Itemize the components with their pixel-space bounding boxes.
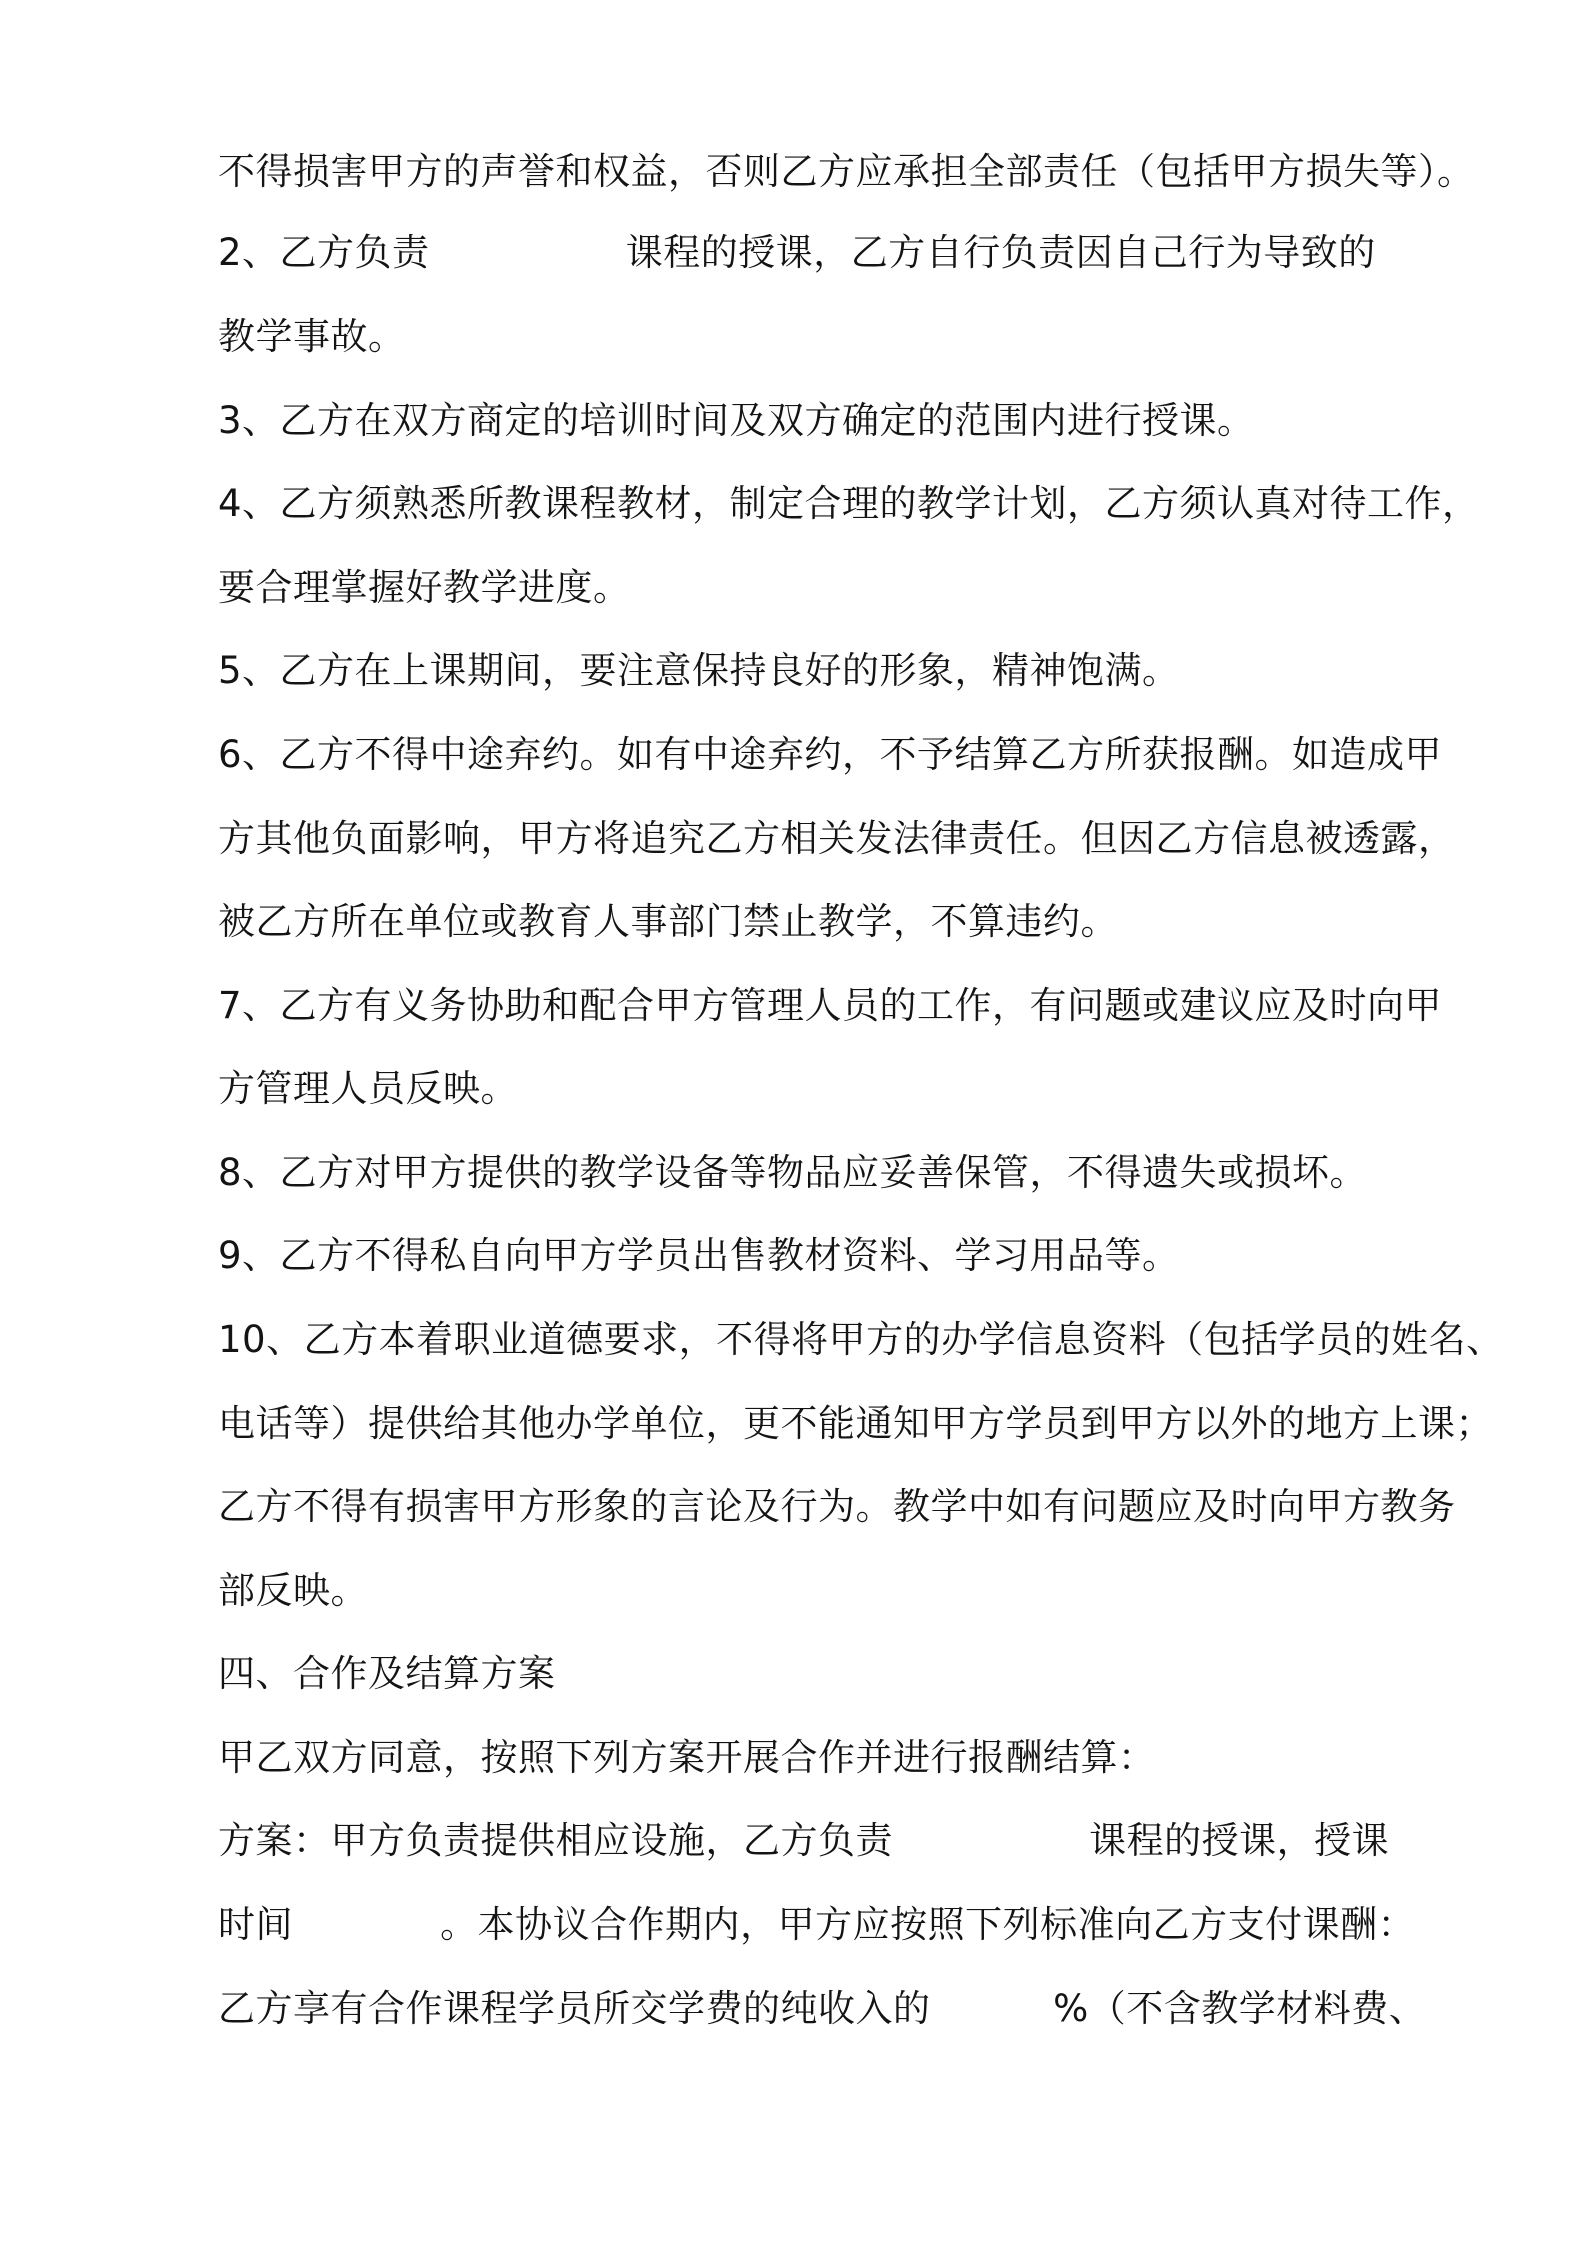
text-line-16: 电话等）提供给其他办学单位，更不能通知甲方学员到甲方以外的地方上课； (218, 1402, 1493, 1445)
text-line-20: 甲乙双方同意，按照下列方案开展合作并进行报酬结算： (218, 1736, 1156, 1779)
text-line-2: 2、乙方负责 课程的授课，乙方自行负责因自己行为导致的 (218, 231, 1376, 274)
text-line-23: 乙方享有合作课程学员所交学费的纯收入的 %（不含教学材料费、 (218, 1987, 1427, 2030)
text-line-12: 方管理人员反映。 (218, 1067, 518, 1110)
text-line-17: 乙方不得有损害甲方形象的言论及行为。教学中如有问题应及时向甲方教务 (218, 1485, 1456, 1528)
text-line-5: 4、乙方须熟悉所教课程教材，制定合理的教学计划，乙方须认真对待工作， (218, 482, 1480, 525)
text-line-11: 7、乙方有义务协助和配合甲方管理人员的工作，有问题或建议应及时向甲 (218, 984, 1443, 1027)
text-line-8: 6、乙方不得中途弃约。如有中途弃约，不予结算乙方所获报酬。如造成甲 (218, 733, 1443, 776)
text-line-10: 被乙方所在单位或教育人事部门禁止教学，不算违约。 (218, 900, 1118, 943)
section-heading: 四、合作及结算方案 (218, 1652, 556, 1695)
text-line-15: 10、乙方本着职业道德要求，不得将甲方的办学信息资料（包括学员的姓名、 (218, 1318, 1504, 1361)
text-line-6: 要合理掌握好教学进度。 (218, 566, 631, 609)
text-line-13: 8、乙方对甲方提供的教学设备等物品应妥善保管，不得遗失或损坏。 (218, 1151, 1368, 1194)
text-line-18: 部反映。 (218, 1569, 368, 1612)
text-line-21: 方案：甲方负责提供相应设施，乙方负责 课程的授课，授课 (218, 1819, 1390, 1862)
text-line-9: 方其他负面影响，甲方将追究乙方相关发法律责任。但因乙方信息被透露， (218, 817, 1456, 860)
text-line-7: 5、乙方在上课期间，要注意保持良好的形象，精神饱满。 (218, 649, 1180, 692)
text-line-4: 3、乙方在双方商定的培训时间及双方确定的范围内进行授课。 (218, 399, 1255, 442)
text-line-22: 时间 。本协议合作期内，甲方应按照下列标准向乙方支付课酬： (218, 1903, 1416, 1946)
text-line-3: 教学事故。 (218, 315, 406, 358)
text-line-1: 不得损害甲方的声誉和权益，否则乙方应承担全部责任（包括甲方损失等）。 (218, 150, 1475, 193)
text-line-14: 9、乙方不得私自向甲方学员出售教材资料、学习用品等。 (218, 1234, 1180, 1277)
